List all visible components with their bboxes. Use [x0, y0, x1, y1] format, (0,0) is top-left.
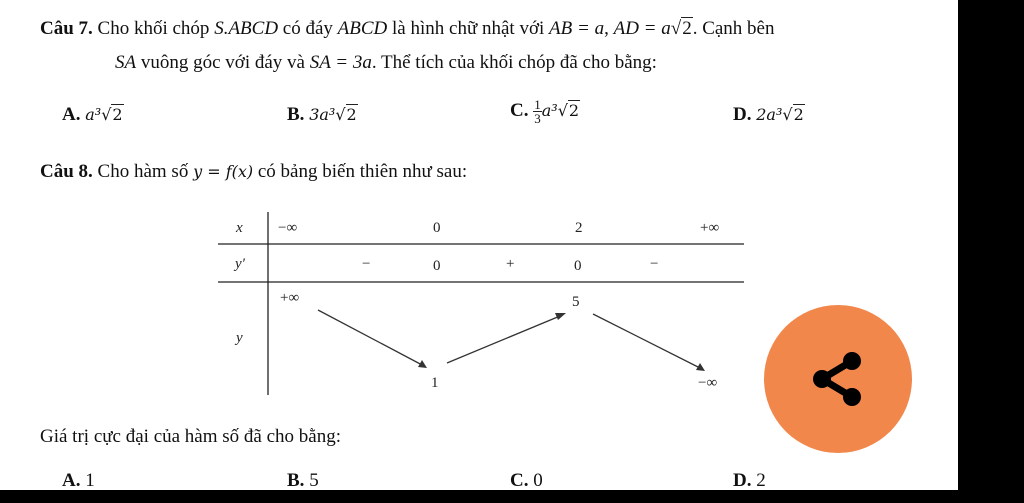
q8-option-b[interactable]: B. 5: [287, 470, 319, 491]
y-value-pos-inf: +∞: [280, 290, 300, 306]
derivative-zero-2: 0: [574, 258, 582, 274]
question-7-line-2: SA vuông góc với đáy và SA = 3a. Thể tích của khối chóp đã cho bằng:: [115, 52, 657, 73]
question-8-prompt: Giá trị cực đại của hàm số đã cho bằng:: [40, 426, 341, 447]
y-value-max: 5: [572, 294, 580, 310]
arrow-increasing: [447, 316, 560, 363]
arrow-decreasing-1: [318, 310, 424, 366]
fraction-one-third: $\frac{1}{3}$: [534, 97, 541, 126]
q7-option-d[interactable]: D. 2a³√2: [733, 104, 804, 125]
table-y-label: y: [236, 330, 243, 346]
y-value-neg-inf: −∞: [698, 375, 718, 391]
arrow-head-2: [555, 313, 566, 320]
y-value-min: 1: [431, 375, 439, 391]
question-7-label: Câu 7.: [40, 18, 93, 39]
share-button[interactable]: [764, 305, 912, 453]
q7-option-a[interactable]: A. a³√2: [62, 104, 123, 125]
q8-option-a[interactable]: A. 1: [62, 470, 95, 491]
x-value-0: 0: [433, 220, 441, 236]
question-8-label: Câu 8.: [40, 161, 93, 182]
arrow-decreasing-2: [593, 314, 700, 368]
q7-option-c[interactable]: C. $\frac{1}{3}$ a³√2: [510, 97, 580, 126]
derivative-sign-3: −: [650, 256, 659, 272]
x-value-neg-inf: −∞: [278, 220, 298, 236]
question-8-line-1: Câu 8. Cho hàm số y = f(x) có bảng biến thiên như sau:: [40, 161, 468, 182]
table-x-label: x: [236, 220, 243, 236]
derivative-sign-2: +: [506, 256, 515, 272]
x-value-2: 2: [575, 220, 583, 236]
share-icon: [806, 347, 870, 411]
x-value-pos-inf: +∞: [700, 220, 720, 236]
question-7-line-1: Câu 7. Cho khối chóp S.ABCD có đáy ABCD là hình chữ nhật với AB = a, AD = a√2. Cạnh bên: [40, 18, 775, 39]
table-yprime-label: y′: [235, 256, 245, 272]
q7-option-b[interactable]: B. 3a³√2: [287, 104, 357, 125]
q8-option-d[interactable]: D. 2: [733, 470, 766, 491]
q8-option-c[interactable]: C. 0: [510, 470, 543, 491]
derivative-zero-1: 0: [433, 258, 441, 274]
derivative-sign-1: −: [362, 256, 371, 272]
